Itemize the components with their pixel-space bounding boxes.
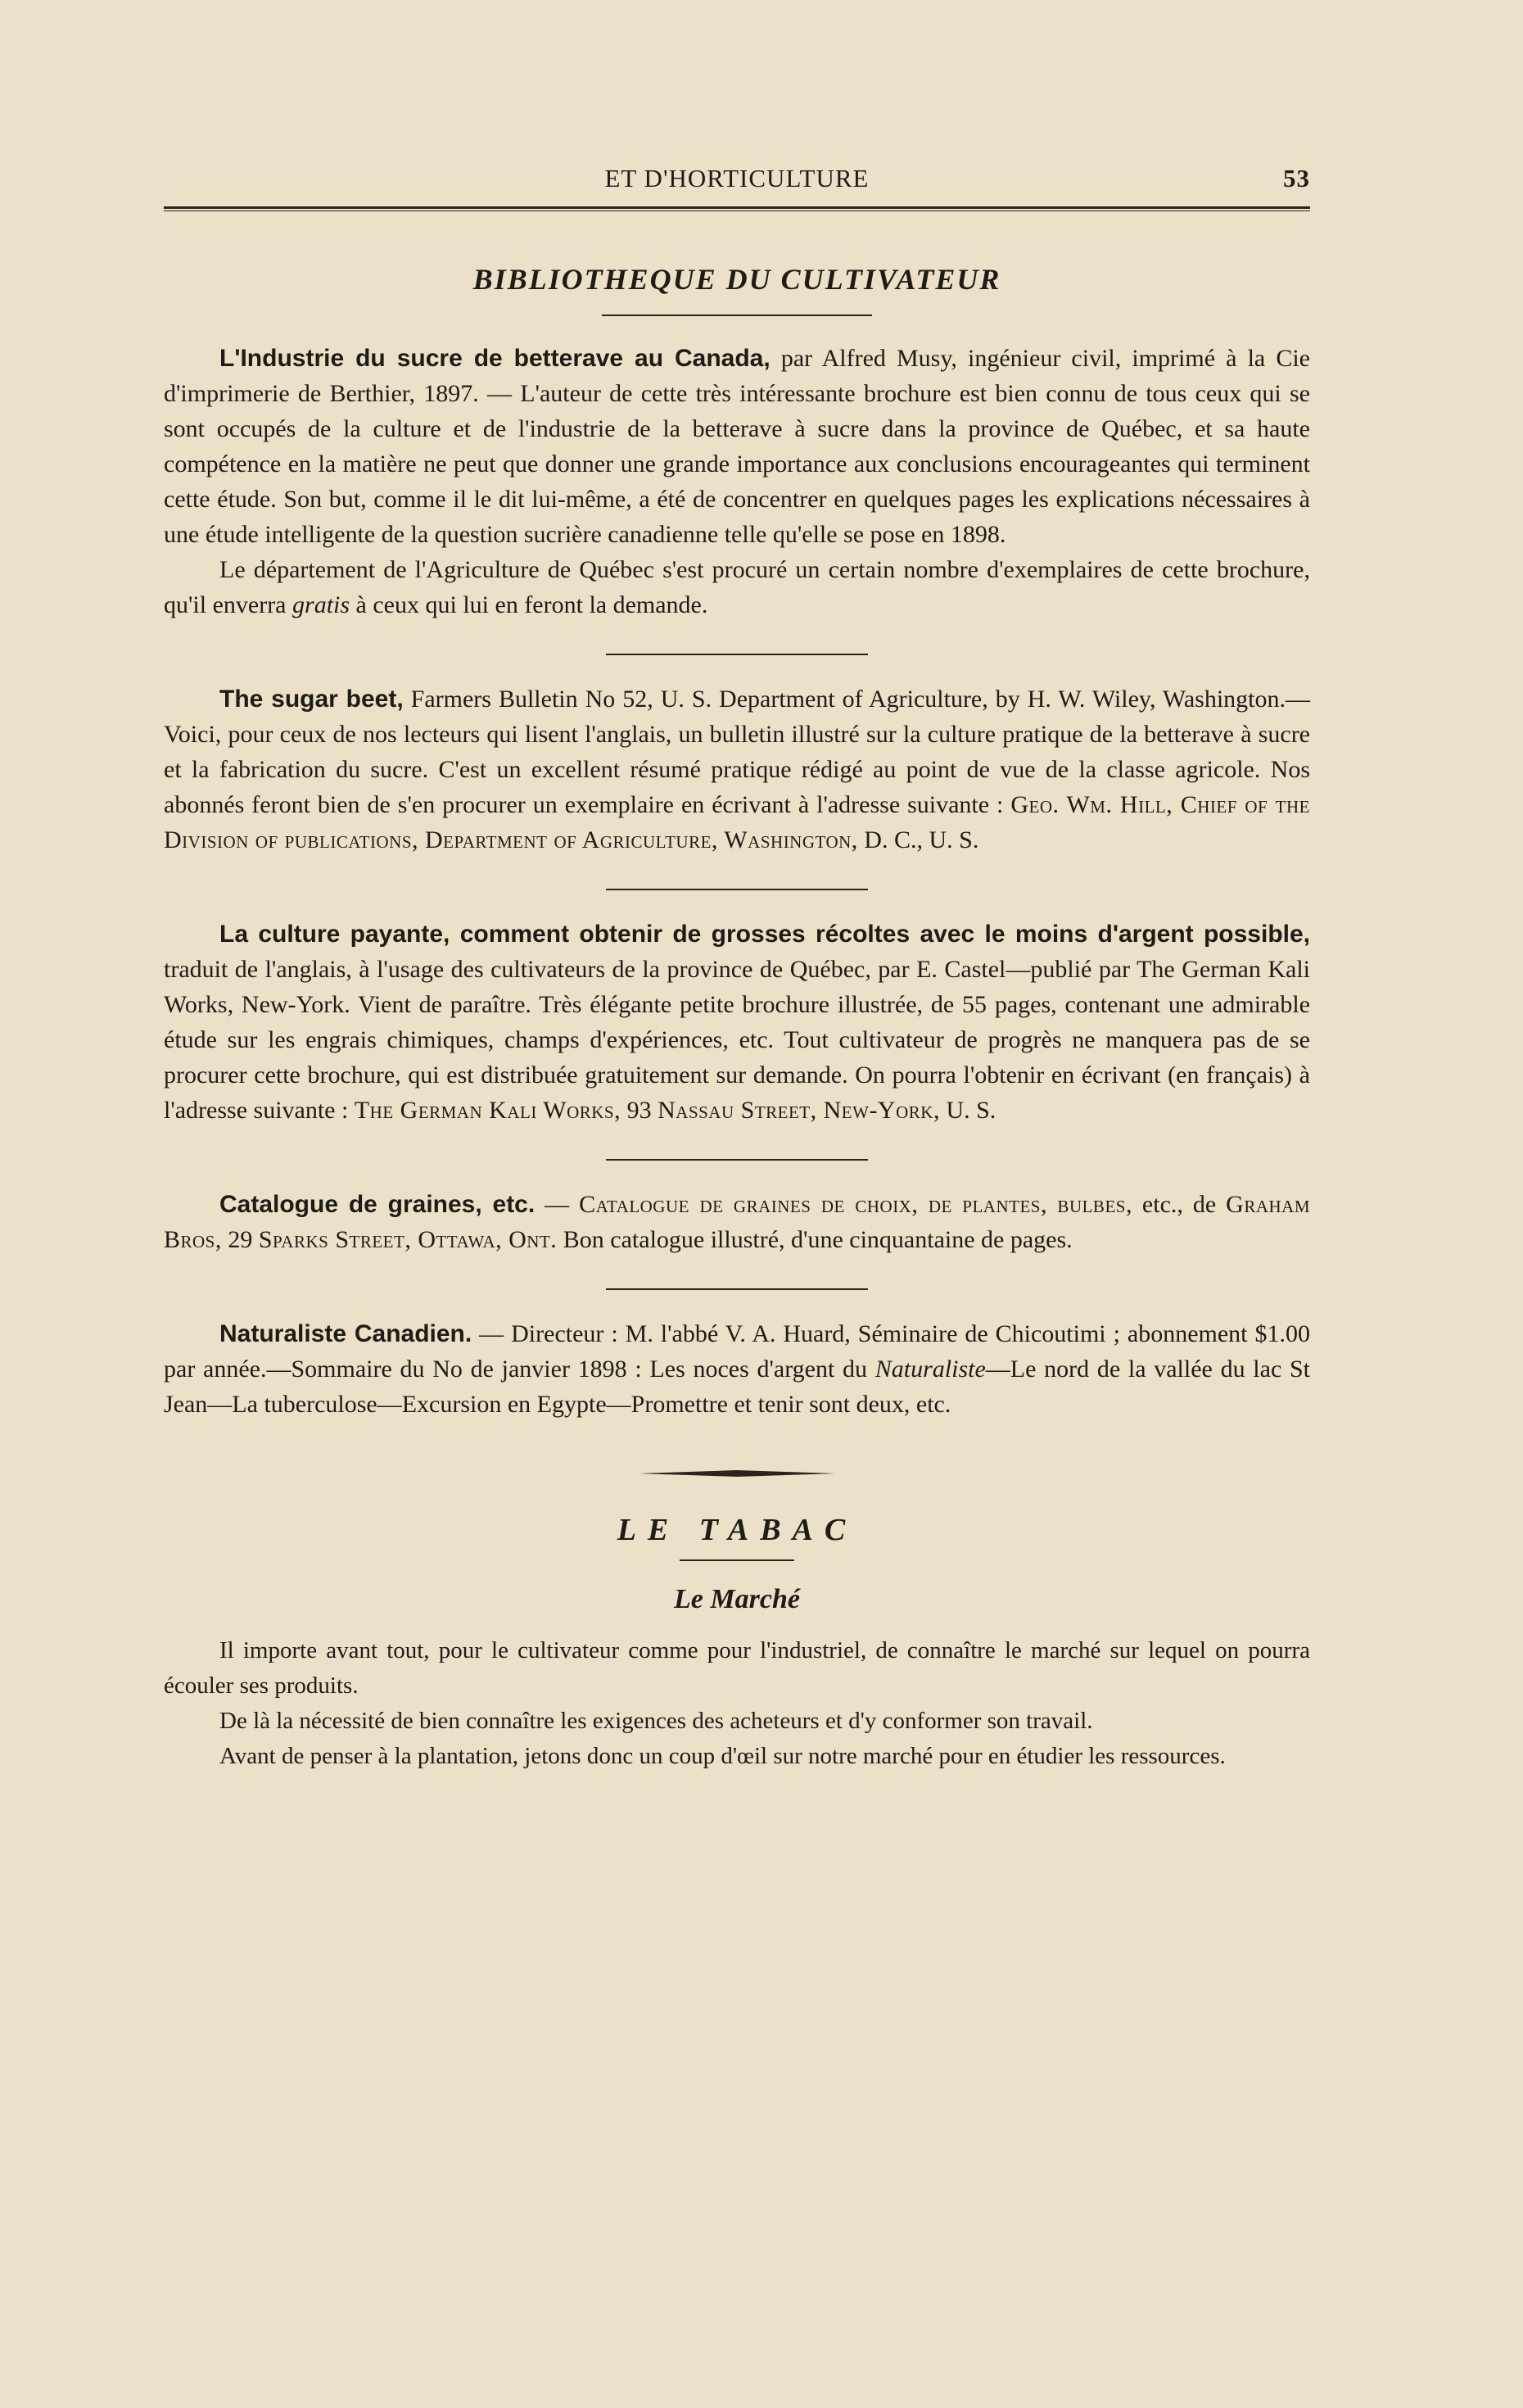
entry-paragraph xyxy=(164,681,1310,858)
entry-text: Catalogue de graines de choix, de plantes, bulbes, xyxy=(579,1191,1132,1218)
entry-text: —Le nord de la vallée du lac St Jean—La tuberculose—Excursion en Egypte—Promettre et tenir sont deux, etc. xyxy=(164,1356,1311,1418)
entry-text: par Alfred Musy, ingénieur civil, imprimé à la Cie d'imprimerie de Berthier, 1897. — L'auteur de cette très intéressante brochure est bien connu de tous ceux qui se sont occupés de la culture et de l'industrie de la betterave à sucre dans la province de Québec, et sa haute compétence en la matière ne peut que donner une grande importance aux conclusions encourageantes qui terminent cette étude. Son but, comme il le dit lui-même, a été de concentrer en quelques pages les explications nécessaires à une étude intelligente de la question sucrière canadienne telle qu'elle se pose en 1898. xyxy=(164,345,1311,548)
entry-separator xyxy=(606,654,868,655)
entry-title: The sugar beet, xyxy=(219,686,404,713)
entry-title: L'Industrie du sucre de betterave au Canada, xyxy=(219,345,771,372)
tabac-paragraph: Il importe avant tout, pour le cultivateur comme pour l'industriel, de connaître le marché sur lequel on pourra écouler ses produits. xyxy=(164,1637,1310,1699)
entry-text: — Directeur : M. l'abbé V. A. Huard, Séminaire de Chicoutimi ; abonnement $1.00 par année.—Sommaire du No de janvier 1898 : Les noces d'argent du xyxy=(164,1320,1310,1383)
running-head xyxy=(164,156,1310,201)
entry-text: Graham Bros, xyxy=(164,1191,1311,1253)
entry-text: à ceux qui lui en feront la demande. xyxy=(350,591,708,618)
tabac-body xyxy=(164,1633,1310,1774)
entry-paragraph xyxy=(164,341,1310,552)
tabac-paragraph: De là la nécessité de bien connaître les exigences des acheteurs et d'y conformer son travail. xyxy=(219,1708,1093,1734)
tabac-title: LE TABAC xyxy=(617,1513,857,1547)
entry-title: La culture payante, comment obtenir de grosses récoltes avec le moins d'argent possible, xyxy=(219,921,1310,948)
entry-text: 93 xyxy=(621,1097,658,1124)
entry-text: Le département de l'Agriculture de Québec s'est procuré un certain nombre d'exemplaires de cette brochure, qu'il enverra xyxy=(164,556,1310,618)
bibliography-entry xyxy=(164,341,1310,622)
entry-text: U. S. xyxy=(939,1097,997,1124)
entry-paragraph xyxy=(164,917,1310,1128)
ornamental-dash-icon xyxy=(639,1469,835,1478)
entry-text: — xyxy=(535,1191,580,1218)
text-column xyxy=(164,156,1310,1774)
tabac-title-rule xyxy=(680,1559,794,1561)
section-title-rule xyxy=(602,315,872,316)
entry-text: etc., de xyxy=(1132,1191,1227,1218)
section-title: BIBLIOTHEQUE DU CULTIVATEUR xyxy=(472,263,1001,296)
page-number: 53 xyxy=(1283,164,1310,192)
entry-text: The German Kali Works, xyxy=(354,1097,621,1124)
header-rule xyxy=(164,206,1310,211)
entry-text: 29 xyxy=(221,1226,259,1253)
entry-text: Bon catalogue illustré, d'une cinquantaine de pages. xyxy=(557,1226,1073,1253)
bibliography-entry xyxy=(164,917,1310,1128)
entry-paragraph xyxy=(164,1316,1310,1422)
entry-text: traduit de l'anglais, à l'usage des cultivateurs de la province de Québec, par E. Castel—publié par The German Kali Works, New-York. Vient de paraître. Très élégante petite brochure illustrée, de 55 pages, contenant une admirable étude sur les engrais chimiques, champs d'expériences, etc. Tout cultivateur de progrès ne manquera pas de se procurer cette brochure, qui est distribuée gratuitement sur demande. On pourra l'obtenir en écrivant (en français) à l'adresse suivante : xyxy=(164,956,1310,1124)
entry-text: Sparks Street, Ottawa, Ont. xyxy=(258,1226,558,1253)
bibliography-entry xyxy=(164,1316,1310,1422)
entry-separator xyxy=(606,1288,868,1290)
entry-text: D. C., U. S. xyxy=(857,826,979,853)
entry-text: Naturaliste xyxy=(874,1356,986,1383)
running-title: ET D'HORTICULTURE xyxy=(604,164,870,192)
entry-paragraph xyxy=(164,552,1310,622)
entry-title: Catalogue de graines, etc. xyxy=(219,1191,536,1218)
entry-text: Nassau Street, New-York, xyxy=(658,1097,940,1124)
tabac-subtitle: Le Marché xyxy=(674,1584,800,1614)
bibliography-entries xyxy=(164,341,1310,1422)
entry-text: Farmers Bulletin No 52, U. S. Department of Agriculture, by H. W. Wiley, Washington.—Voici, pour ceux de nos lecteurs qui lisent l'anglais, un bulletin illustré sur la culture pratique de la betterave à sucre et la fabrication du sucre. C'est un excellent résumé pratique rédigé au point de vue de la classe agricole. Nos abonnés feront bien de s'en procurer un exemplaire en écrivant à l'adresse suivante : xyxy=(164,686,1310,818)
ornamental-dash xyxy=(606,1469,868,1478)
bibliography-entry xyxy=(164,1187,1310,1257)
entry-text: Geo. Wm. Hill, Chief of the Division of publications, Department of Agriculture, Washington, xyxy=(164,791,1311,853)
entry-title: Naturaliste Canadien. xyxy=(219,1320,472,1347)
entry-separator xyxy=(606,1159,868,1161)
entry-separator xyxy=(606,889,868,890)
bibliography-entry xyxy=(164,681,1310,858)
entry-text: gratis xyxy=(292,591,350,618)
tabac-paragraph: Avant de penser à la plantation, jetons donc un coup d'œil sur notre marché pour en étudier les ressources. xyxy=(219,1743,1226,1769)
entry-paragraph xyxy=(164,1187,1310,1257)
